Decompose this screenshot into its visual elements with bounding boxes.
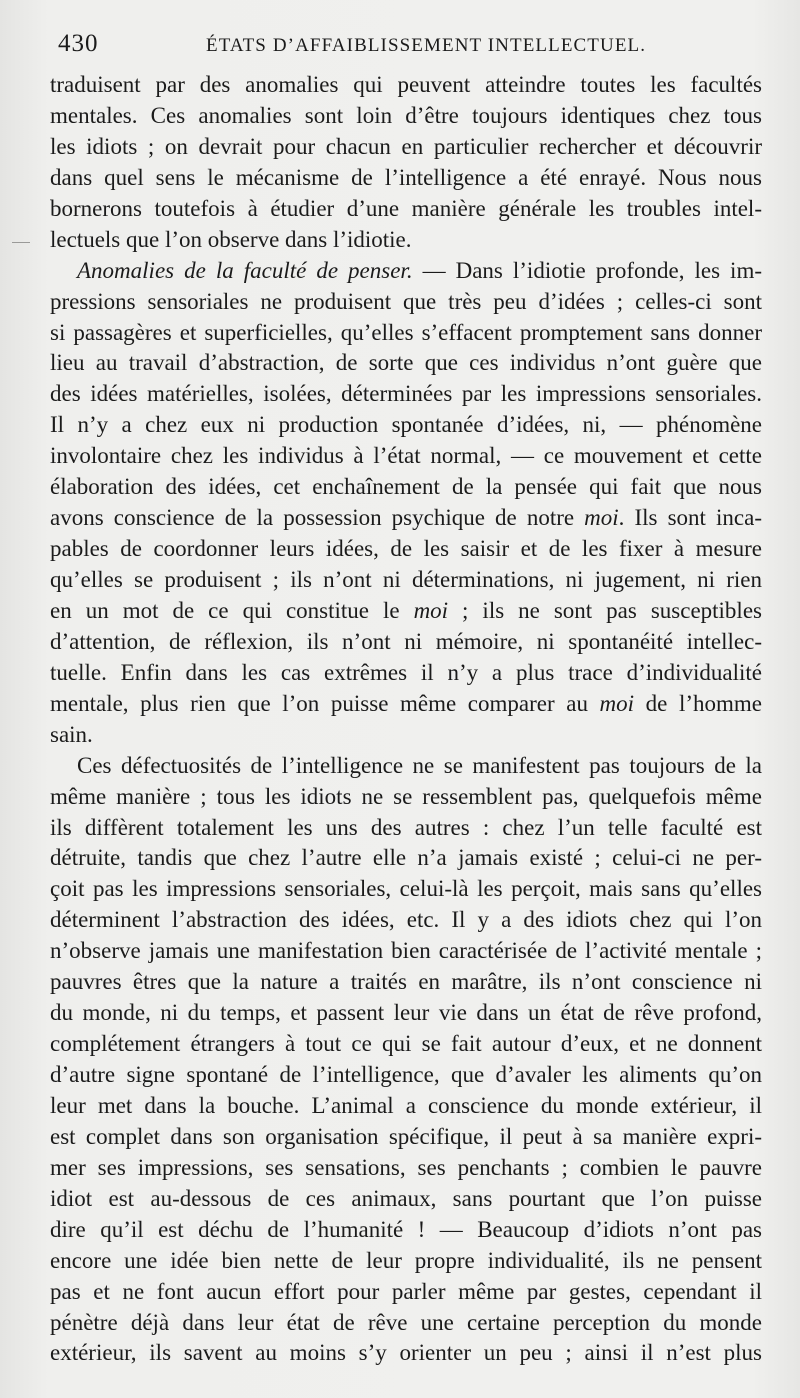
text-line: Anomalies de la faculté de penser. — Dans l’idiotie profonde, les im- <box>77 257 762 283</box>
text-line: élaboration des idées, cet enchaînement de la pensée qui fait que nous <box>50 474 762 500</box>
text-line: mentale, plus rien que l’on puisse même comparer au moi de l’homme <box>50 690 762 716</box>
text-line: involontaire chez les individus à l’état normal, — ce mouvement et cette <box>50 443 762 469</box>
text-line: détruite, tandis que chez l’autre elle n’a jamais existé ; celui-ci ne per- <box>50 845 762 871</box>
text-line: pas et ne font aucun effort pour parler même par gestes, cependant il <box>50 1278 762 1304</box>
text-line: complétement étrangers à tout ce qui se fait autour d’eux, et ne donnent <box>50 1031 762 1057</box>
text-line: ils diffèrent totalement les uns des autres : chez l’un telle faculté est <box>50 814 762 840</box>
text-line: leur met dans la bouche. L’animal a conscience du monde extérieur, il <box>50 1092 762 1118</box>
text-line: encore une idée bien nette de leur propre individualité, ils ne pensent <box>50 1247 762 1273</box>
text-line: traduisent par des anomalies qui peuvent atteindre toutes les facultés <box>50 72 762 97</box>
text-line: même manière ; tous les idiots ne se ressemblent pas, quelquefois même <box>50 783 762 809</box>
text-line: extérieur, ils savent au moins s’y orienter un peu ; ainsi il n’est plus <box>50 1340 762 1366</box>
margin-mark <box>12 242 30 243</box>
text-line: mer ses impressions, ses sensations, ses penchants ; combien le pauvre <box>50 1154 762 1180</box>
text-line: pables de coordonner leurs idées, de les saisir et de les fixer à mesure <box>50 536 762 562</box>
text-line: du monde, ni du temps, et passent leur vie dans un état de rêve profond, <box>50 1000 762 1026</box>
text-line: des idées matérielles, isolées, déterminées par les impressions sensoriales. <box>50 381 762 407</box>
text-line: dire qu’il est déchu de l’humanité ! — Beaucoup d’idiots n’ont pas <box>50 1216 762 1242</box>
text-line: Ces défectuosités de l’intelligence ne se manifestent pas toujours de la <box>77 752 762 778</box>
text-line: lectuels que l’on observe dans l’idiotie. <box>50 226 412 252</box>
text-line: en un mot de ce qui constitue le moi ; ils ne sont pas susceptibles <box>50 597 762 623</box>
text-line: mentales. Ces anomalies sont loin d’être toujours identiques chez tous <box>50 102 762 128</box>
body-text <box>50 70 762 1369</box>
text-line: idiot est au-dessous de ces animaux, sans pourtant que l’on puisse <box>50 1185 762 1211</box>
text-line: qu’elles se produisent ; ils n’ont ni déterminations, ni jugement, ni rien <box>50 567 762 592</box>
page-header <box>58 30 768 64</box>
text-line: pressions sensoriales ne produisent que très peu d’idées ; celles-ci sont <box>50 288 762 314</box>
text-line: si passagères et superficielles, qu’elles s’effacent promptement sans donner <box>50 319 762 345</box>
text-line: les idiots ; on devrait pour chacun en particulier rechercher et découvrir <box>50 133 762 159</box>
text-line: lieu au travail d’abstraction, de sorte que ces individus n’ont guère que <box>50 350 762 376</box>
text-line: d’autre signe spontané de l’intelligence, que d’avaler les aliments qu’on <box>50 1062 762 1087</box>
text-line: pauvres êtres que la nature a traités en marâtre, ils n’ont conscience ni <box>50 969 762 995</box>
section-run-in-heading: Anomalies de la faculté de penser. <box>77 257 413 283</box>
text-line: tuelle. Enfin dans les cas extrêmes il n’y a plus trace d’individualité <box>50 659 762 685</box>
page-number: 430 <box>58 30 99 57</box>
text-line: est complet dans son organisation spécifique, il peut à sa manière expri- <box>50 1123 762 1149</box>
text-line: sain. <box>50 721 93 747</box>
text-line: d’attention, de réflexion, ils n’ont ni mémoire, ni spontanéité intellec- <box>50 628 762 654</box>
text-line: pénètre déjà dans leur état de rêve une certaine perception du monde <box>50 1309 762 1335</box>
text-line: avons conscience de la possession psychique de notre moi. Ils sont inca- <box>50 505 762 531</box>
running-head: ÉTATS D’AFFAIBLISSEMENT INTELLECTUEL. <box>206 35 647 56</box>
text-line: bornerons toutefois à étudier d’une manière générale les troubles intel- <box>50 195 762 221</box>
text-line: déterminent l’abstraction des idées, etc. Il y a des idiots chez qui l’on <box>50 907 762 933</box>
text-line: dans quel sens le mécanisme de l’intelligence a été enrayé. Nous nous <box>50 164 762 190</box>
text-line: n’observe jamais une manifestation bien caractérisée de l’activité mentale ; <box>50 938 762 964</box>
text-line: çoit pas les impressions sensoriales, celui-là les perçoit, mais sans qu’elles <box>50 876 762 902</box>
text-line: Il n’y a chez eux ni production spontanée d’idées, ni, — phénomène <box>50 412 762 438</box>
